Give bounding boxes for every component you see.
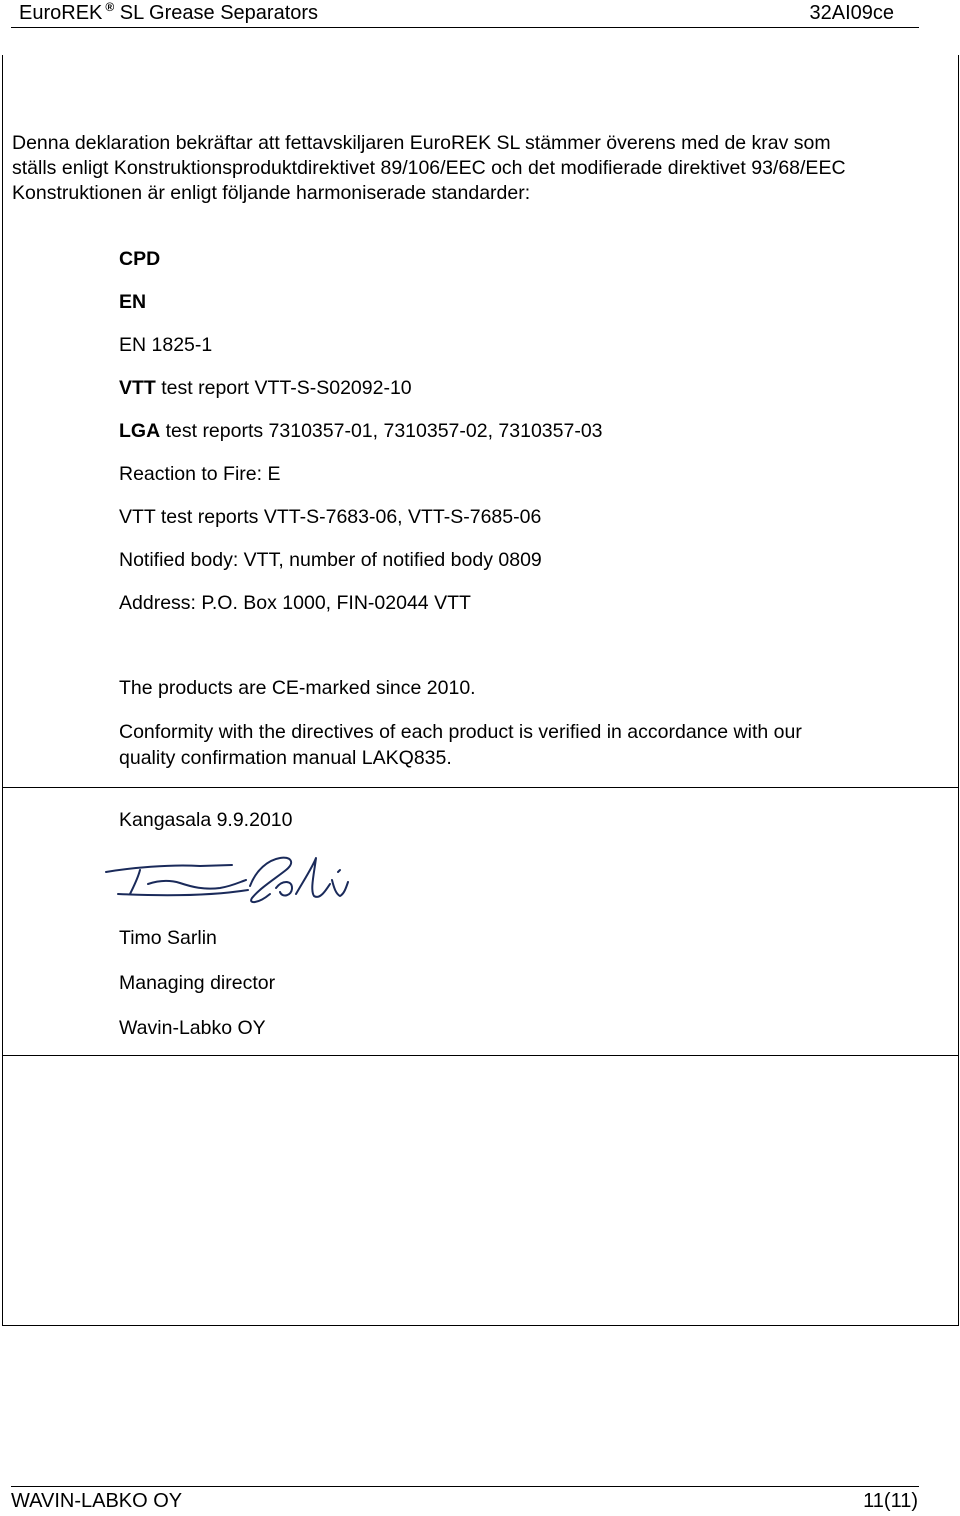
intro-line-1: Denna deklaration bekräftar att fettavskiljaren EuroREK SL stämmer överens med de krav som xyxy=(12,132,831,154)
header-rule xyxy=(11,27,919,28)
header-brand: EuroREK xyxy=(19,2,103,24)
standard-vtt-report xyxy=(119,377,412,400)
address: Address: P.O. Box 1000, FIN-02044 VTT xyxy=(119,592,471,614)
frame-left-bottom xyxy=(2,1055,3,1325)
intro-line-3: Konstruktionen är enligt följande harmoniserade standarder: xyxy=(12,182,531,204)
frame-right-top xyxy=(958,55,959,788)
conformity-line-2: quality confirmation manual LAKQ835. xyxy=(119,747,452,769)
signature-stroke-6 xyxy=(276,882,292,895)
place-date: Kangasala 9.9.2010 xyxy=(119,809,293,831)
footer-company: WAVIN-LABKO OY xyxy=(11,1490,183,1512)
signature-stroke-7 xyxy=(296,858,330,897)
footer-rule xyxy=(11,1486,919,1487)
frame-divider-2 xyxy=(2,1055,959,1056)
ce-marked-statement: The products are CE-marked since 2010. xyxy=(119,677,476,699)
signer-company: Wavin-Labko OY xyxy=(119,1017,266,1039)
vtt-test-reports: VTT test reports VTT-S-7683-06, VTT-S-7685-06 xyxy=(119,506,542,528)
conformity-statement xyxy=(119,719,939,771)
signature-stroke-4 xyxy=(118,890,248,895)
footer-page-number: 11(11) xyxy=(863,1490,918,1512)
header-title xyxy=(19,2,318,25)
lga-report-text: test reports 7310357-01, 7310357-02, 7310357-03 xyxy=(165,420,603,442)
signature-stroke-8 xyxy=(332,880,348,896)
frame-bottom xyxy=(2,1325,959,1326)
signature-image xyxy=(100,850,360,912)
signature-stroke-9 xyxy=(338,870,340,872)
frame-divider-1 xyxy=(2,787,959,788)
signature-stroke-3 xyxy=(148,880,246,889)
registered-mark: ® xyxy=(105,0,115,14)
frame-left-top xyxy=(2,55,3,788)
header-product: SL Grease Separators xyxy=(119,2,319,24)
frame-right-mid xyxy=(958,787,959,1055)
intro-line-2: ställs enligt Konstruktionsproduktdirektivet 89/106/EEC och det modifierade direktivet 93/68/EEC xyxy=(12,157,846,179)
signer-title: Managing director xyxy=(119,972,276,994)
signer-name: Timo Sarlin xyxy=(119,927,217,949)
standard-en: EN xyxy=(119,291,147,313)
frame-right-bottom xyxy=(958,1055,959,1325)
standard-lga-reports xyxy=(119,420,603,443)
notified-body: Notified body: VTT, number of notified body 0809 xyxy=(119,549,542,571)
reaction-to-fire: Reaction to Fire: E xyxy=(119,463,281,485)
signature-stroke-1 xyxy=(106,865,232,872)
frame-left-mid xyxy=(2,787,3,1055)
lga-label: LGA xyxy=(119,420,161,442)
header-doc-code: 32AI09ce xyxy=(809,2,894,24)
signature-stroke-2 xyxy=(130,870,140,894)
standard-en-1825: EN 1825-1 xyxy=(119,334,213,356)
conformity-line-1: Conformity with the directives of each product is verified in accordance with our xyxy=(119,721,802,743)
standard-cpd: CPD xyxy=(119,248,161,270)
vtt-report-text: test report VTT-S-S02092-10 xyxy=(161,377,412,399)
vtt-label: VTT xyxy=(119,377,156,399)
